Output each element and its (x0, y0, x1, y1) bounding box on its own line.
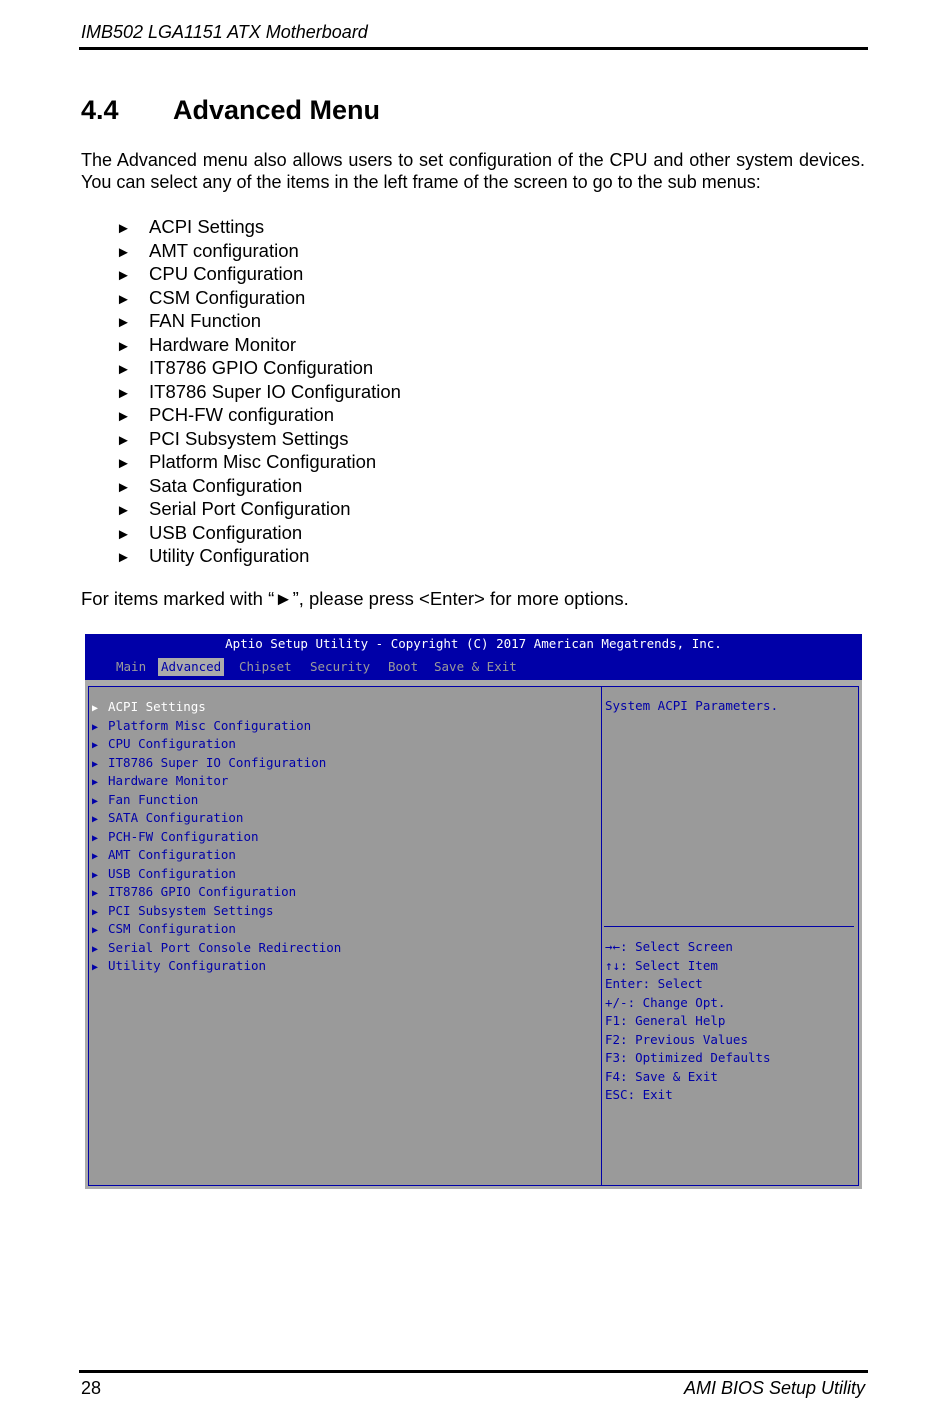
bios-menu-item[interactable] (92, 754, 341, 773)
triangle-bullet-icon: ► (116, 549, 131, 566)
submenu-label: Utility Configuration (149, 545, 310, 566)
submenu-label: CPU Configuration (149, 263, 304, 284)
bios-menu-item-label: Hardware Monitor (108, 773, 229, 788)
submenu-list-item (116, 544, 401, 568)
submenu-arrow-icon: ▶ (92, 869, 99, 881)
bios-screenshot (85, 634, 862, 1189)
triangle-bullet-icon: ► (116, 478, 131, 496)
submenu-list-item (116, 309, 401, 333)
header-rule (79, 47, 868, 50)
submenu-label: Sata Configuration (149, 474, 303, 496)
submenu-arrow-icon: ▶ (92, 906, 99, 918)
submenu-arrow-icon: ▶ (92, 814, 99, 825)
triangle-bullet-icon: ► (116, 502, 131, 519)
bios-help-text: System ACPI Parameters. (605, 698, 779, 713)
submenu-arrow-icon: ▶ (92, 703, 99, 714)
bios-key-help-list (605, 938, 771, 1105)
bios-key-help-item: F3: Optimized Defaults (605, 1050, 771, 1065)
submenu-label: FAN Function (149, 310, 262, 331)
bios-key-help-item: F2: Previous Values (605, 1031, 748, 1047)
triangle-bullet-icon: ► (116, 431, 131, 449)
submenu-list-item (116, 403, 401, 427)
triangle-bullet-icon: ► (116, 267, 131, 284)
bios-tab-save-exit[interactable]: Save & Exit (434, 659, 517, 674)
section-heading (81, 95, 380, 126)
bios-item-panel (88, 686, 602, 1186)
submenu-list-item (116, 286, 401, 310)
section-title: Advanced Menu (173, 95, 381, 125)
bios-menu-item-label: AMT Configuration (108, 847, 236, 862)
submenu-arrow-icon: ▶ (92, 777, 99, 788)
triangle-bullet-icon: ► (116, 290, 131, 308)
submenu-arrow-icon: ▶ (92, 888, 99, 899)
submenu-label: PCI Subsystem Settings (149, 427, 349, 449)
footer-title: AMI BIOS Setup Utility (683, 1378, 865, 1398)
page-number: 28 (81, 1378, 102, 1398)
submenu-label: ACPI Settings (149, 216, 265, 237)
submenu-label: Platform Misc Configuration (149, 451, 377, 472)
submenu-list-item (116, 215, 401, 239)
triangle-bullet-icon: ► (116, 337, 131, 355)
submenu-list (116, 215, 401, 568)
submenu-list-item (116, 262, 401, 286)
triangle-bullet-icon: ► (116, 408, 131, 425)
submenu-list-item (116, 239, 401, 263)
triangle-bullet-icon: ► (116, 243, 131, 261)
bios-menu-item-label: Platform Misc Configuration (108, 717, 312, 733)
bios-menu-item-label: Utility Configuration (108, 958, 267, 973)
submenu-list-item (116, 450, 401, 474)
header-title: IMB502 LGA1151 ATX Motherboard (81, 22, 368, 42)
bios-menu-item[interactable] (92, 809, 341, 828)
submenu-arrow-icon: ▶ (92, 740, 99, 751)
triangle-bullet-icon: ► (116, 384, 131, 402)
bios-menu-item-label: ACPI Settings (108, 699, 206, 714)
submenu-label: AMT configuration (149, 239, 299, 261)
bios-menu-item[interactable] (92, 828, 341, 847)
bios-menu-item[interactable] (92, 735, 341, 754)
bios-menu-item-label: IT8786 GPIO Configuration (108, 884, 297, 899)
submenu-label: CSM Configuration (149, 286, 306, 308)
bios-key-help-item: +/-: Change Opt. (605, 994, 726, 1010)
bios-key-help-item: →←: Select Screen (605, 939, 733, 954)
intro-paragraph: The Advanced menu also allows users to set configuration of the CPU and other system devices. You can select any of the items in the left frame of the screen to go to the sub menus: (81, 150, 865, 192)
bios-menu-item-label: CPU Configuration (108, 736, 236, 751)
submenu-arrow-icon: ▶ (92, 962, 99, 973)
bios-key-help-item: ↑↓: Select Item (605, 957, 718, 973)
bios-menu-item[interactable] (92, 791, 341, 810)
note-text: For items marked with “►”, please press <Enter> for more options. (81, 588, 629, 609)
bios-tab-advanced[interactable]: Advanced (158, 658, 224, 676)
triangle-bullet-icon: ► (116, 314, 131, 331)
submenu-list-item (116, 497, 401, 521)
triangle-bullet-icon: ► (116, 525, 131, 543)
bios-tab-boot[interactable]: Boot (388, 659, 419, 674)
submenu-arrow-icon: ▶ (92, 758, 99, 770)
submenu-label: Hardware Monitor (149, 333, 297, 355)
bios-menu-item[interactable] (92, 717, 341, 736)
bios-menu-item-label: PCI Subsystem Settings (108, 902, 274, 918)
bios-menu-item[interactable] (92, 883, 341, 902)
triangle-bullet-icon: ► (116, 220, 131, 237)
bios-help-divider (604, 926, 854, 927)
triangle-bullet-icon: ► (116, 361, 131, 378)
submenu-label: Serial Port Configuration (149, 498, 351, 519)
bios-menu-item[interactable] (92, 698, 341, 717)
bios-menu-item[interactable] (92, 846, 341, 865)
bios-tab-security[interactable]: Security (310, 659, 371, 674)
submenu-arrow-icon: ▶ (92, 925, 99, 936)
bios-menu-item-label: PCH-FW Configuration (108, 828, 259, 844)
bios-menu-item-label: Serial Port Console Redirection (108, 939, 342, 955)
bios-menu-item[interactable] (92, 865, 341, 884)
bios-item-list (92, 698, 341, 976)
bios-tab-bar (85, 655, 862, 680)
bios-key-help-item: ESC: Exit (605, 1087, 673, 1102)
submenu-list-item (116, 521, 401, 545)
submenu-label: IT8786 GPIO Configuration (149, 357, 374, 378)
bios-menu-item-label: SATA Configuration (108, 810, 244, 825)
submenu-label: USB Configuration (149, 521, 303, 543)
submenu-arrow-icon: ▶ (92, 851, 99, 862)
bios-menu-item-label: IT8786 Super IO Configuration (108, 754, 327, 770)
bios-menu-item-label: CSM Configuration (108, 921, 236, 936)
triangle-bullet-icon: ► (116, 455, 131, 472)
bios-menu-item[interactable] (92, 902, 341, 921)
bios-menu-item-label: USB Configuration (108, 865, 236, 881)
submenu-arrow-icon: ▶ (92, 943, 99, 955)
bios-menu-item[interactable] (92, 920, 341, 939)
submenu-arrow-icon: ▶ (92, 832, 99, 844)
submenu-arrow-icon: ▶ (92, 721, 99, 733)
bios-menu-item-label: Fan Function (108, 791, 199, 807)
section-number: 4.4 (81, 95, 119, 125)
bios-key-help-item: F1: General Help (605, 1013, 726, 1028)
submenu-list-item (116, 356, 401, 380)
bios-key-help-item: Enter: Select (605, 976, 703, 991)
submenu-list-item (116, 474, 401, 498)
submenu-label: PCH-FW configuration (149, 404, 335, 425)
bios-tab-main[interactable]: Main (116, 659, 147, 674)
bios-title-bar: Aptio Setup Utility - Copyright (C) 2017 American Megatrends, Inc. (85, 634, 862, 656)
submenu-list-item (116, 333, 401, 357)
bios-menu-item[interactable] (92, 772, 341, 791)
submenu-list-item (116, 427, 401, 451)
submenu-arrow-icon: ▶ (92, 795, 99, 807)
bios-menu-item[interactable] (92, 939, 341, 958)
bios-tab-chipset[interactable]: Chipset (239, 659, 292, 674)
submenu-label: IT8786 Super IO Configuration (149, 380, 401, 402)
bios-help-panel (601, 686, 859, 1186)
footer-rule (79, 1370, 868, 1373)
submenu-list-item (116, 380, 401, 404)
bios-key-help-item: F4: Save & Exit (605, 1068, 718, 1084)
bios-menu-item[interactable] (92, 957, 341, 976)
